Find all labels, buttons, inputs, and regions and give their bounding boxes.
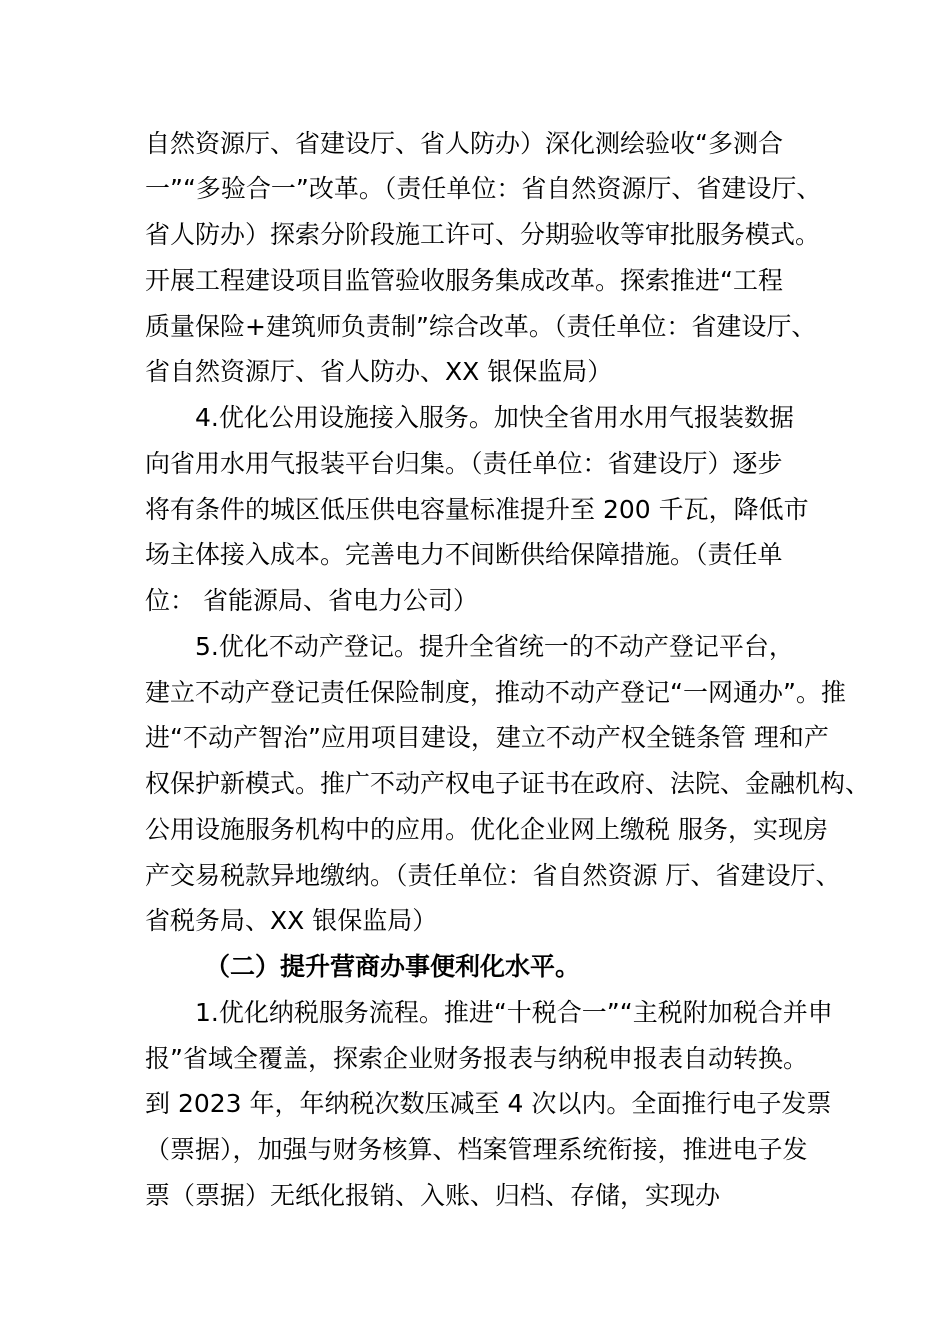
paragraph-line: 省税务局、XX 银保监局） [145,906,438,935]
section-heading: （二）提升营商办事便利化水平。 [205,952,581,981]
paragraph-line: 产交易税款异地缴纳。（责任单位：省自然资源 厅、省建设厅、 [145,861,841,890]
paragraph-line: 票（票据）无纸化报销、入账、归档、存储，实现办 [145,1181,721,1210]
paragraph-line: 进“不动产智治”应用项目建设，建立不动产权全链条管 理和产 [145,723,829,752]
paragraph-line: 将有条件的城区低压供电容量标准提升至 200 千瓦，降低市 [145,495,809,524]
paragraph-line: （票据），加强与财务核算、档案管理系统衔接，推进电子发 [145,1135,808,1164]
paragraph-line: 省人防办）探索分阶段施工许可、分期验收等审批服务模式。 [145,220,821,249]
paragraph-line: 到 2023 年，年纳税次数压减至 4 次以内。全面推行电子发票 [145,1089,832,1118]
paragraph-line: 场主体接入成本。完善电力不间断供给保障措施。（责任单 [145,540,783,569]
paragraph-line: 公用设施服务机构中的应用。优化企业网上缴税 服务，实现房 [145,815,828,844]
paragraph-line: 质量保险+建筑师负责制”综合改革。（责任单位：省建设厅、 [145,312,817,341]
paragraph-line: 报”省域全覆盖，探索企业财务报表与纳税申报表自动转换。 [145,1044,808,1073]
paragraph-line: 4.优化公用设施接入服务。加快全省用水用气报装数据 [195,403,794,432]
paragraph-line: 省自然资源厅、省人防办、XX 银保监局） [145,357,613,386]
paragraph-line: 1.优化纳税服务流程。推进“十税合一”“主税附加税合并申 [195,998,833,1027]
paragraph-line: 一”“多验合一”改革。（责任单位：省自然资源厅、省建设厅、 [145,174,822,203]
paragraph-line: 建立不动产登记责任保险制度，推动不动产登记“一网通办”。推 [145,678,846,707]
paragraph-line: 5.优化不动产登记。提升全省统一的不动产登记平台， [195,632,794,661]
paragraph-line: 位： 省能源局、省电力公司） [145,586,478,615]
paragraph-line: 权保护新模式。推广不动产权电子证书在政府、法院、金融机构、 [145,769,871,798]
paragraph-line: 自然资源厅、省建设厅、省人防办）深化测绘验收“多测合 [145,129,783,158]
paragraph-line: 向省用水用气报装平台归集。（责任单位：省建设厅）逐步 [145,449,783,478]
paragraph-line: 开展工程建设项目监管验收服务集成改革。探索推进“工程 [145,266,783,295]
